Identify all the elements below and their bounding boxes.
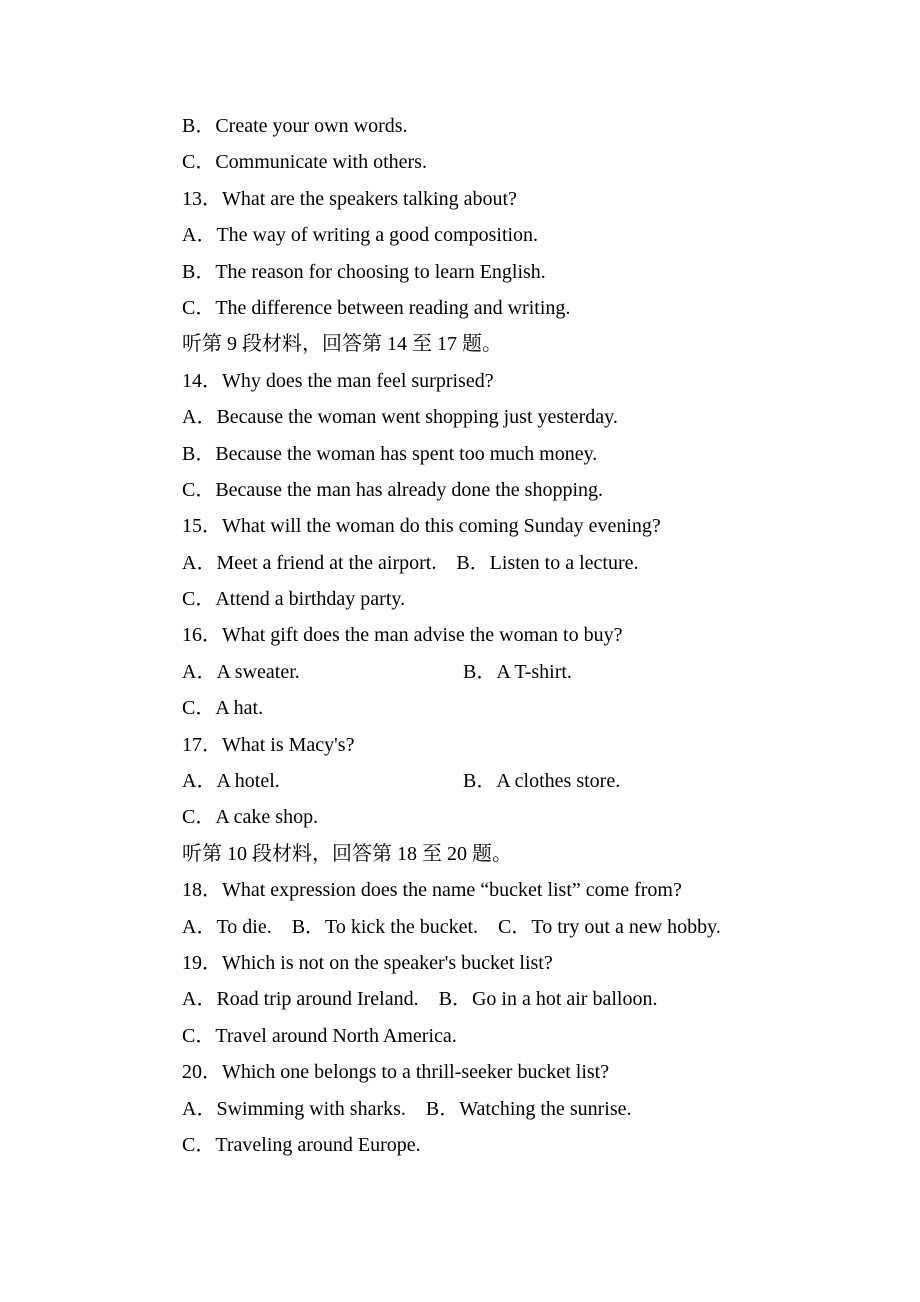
q14-option-a: A．Because the woman went shopping just yesterday. bbox=[182, 406, 618, 429]
q14-option-c: C．Because the man has already done the shopping. bbox=[182, 478, 603, 501]
q20-option-c: C．Traveling around Europe. bbox=[182, 1133, 421, 1156]
q20-options-ab: A．Swimming with sharks. B．Watching the sunrise. bbox=[182, 1097, 632, 1120]
q16-option-a: A．A sweater. bbox=[182, 660, 300, 683]
section-9-instruction: 听第 9 段材料，回答第 14 至 17 题。 bbox=[182, 333, 502, 356]
q15-option-c: C．Attend a birthday party. bbox=[182, 588, 406, 611]
q14-option-b: B．Because the woman has spent too much money. bbox=[182, 442, 598, 465]
q17-option-a: A．A hotel. bbox=[182, 770, 280, 793]
exam-text bbox=[182, 108, 872, 1163]
q19-option-c: C．Travel around North America. bbox=[182, 1024, 457, 1047]
q15-options-ab: A．Meet a friend at the airport. B．Listen to a lecture. bbox=[182, 551, 639, 574]
q20-question: 20．Which one belongs to a thrill-seeker bucket list? bbox=[182, 1061, 610, 1084]
q13-option-c: C．The difference between reading and writing. bbox=[182, 296, 571, 319]
section-10-instruction: 听第 10 段材料，回答第 18 至 20 题。 bbox=[182, 842, 512, 865]
q19-question: 19．Which is not on the speaker's bucket list? bbox=[182, 951, 553, 974]
q14-question: 14．Why does the man feel surprised? bbox=[182, 369, 494, 392]
q16-option-b: B．A T-shirt. bbox=[463, 660, 572, 683]
q17-options-ab bbox=[182, 763, 872, 799]
q16-question: 16．What gift does the man advise the woman to buy? bbox=[182, 624, 623, 647]
q17-option-b: B．A clothes store. bbox=[463, 770, 621, 793]
q13-question: 13．What are the speakers talking about? bbox=[182, 187, 517, 210]
q17-question: 17．What is Macy's? bbox=[182, 733, 355, 756]
q16-option-c: C．A hat. bbox=[182, 697, 264, 720]
q18-options: A．To die. B．To kick the bucket. C．To try out a new hobby. bbox=[182, 915, 721, 938]
q17-option-c: C．A cake shop. bbox=[182, 806, 319, 829]
q19-options-ab: A．Road trip around Ireland. B．Go in a hot air balloon. bbox=[182, 988, 658, 1011]
q16-options-ab bbox=[182, 654, 872, 690]
q13-option-b: B．The reason for choosing to learn English. bbox=[182, 260, 546, 283]
q13-option-a: A．The way of writing a good composition. bbox=[182, 224, 539, 247]
q15-question: 15．What will the woman do this coming Sunday evening? bbox=[182, 515, 661, 538]
q12-option-c: C．Communicate with others. bbox=[182, 151, 427, 174]
q18-question: 18．What expression does the name “bucket list” come from? bbox=[182, 879, 682, 902]
q12-option-b: B．Create your own words. bbox=[182, 115, 408, 137]
